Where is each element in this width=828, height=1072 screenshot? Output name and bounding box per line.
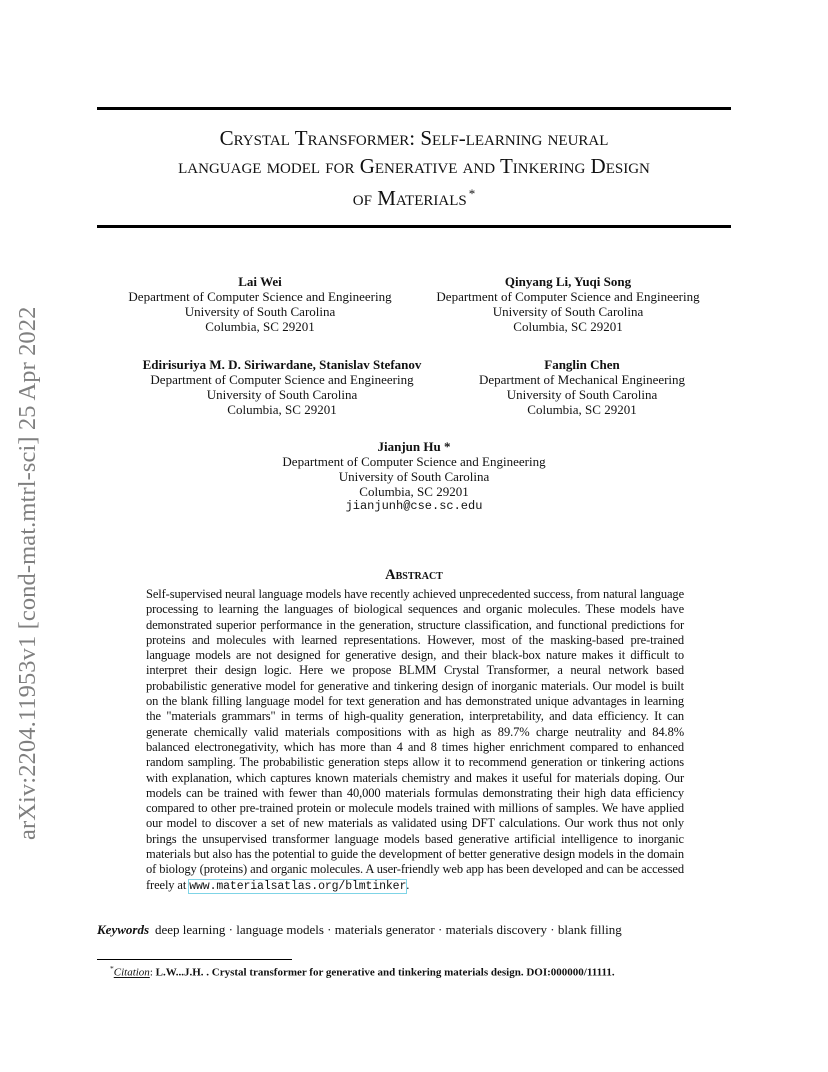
title-line-1: Crystal Transformer: Self-learning neural — [219, 126, 609, 150]
author-city: Columbia, SC 29201 — [227, 402, 337, 417]
author-block-2 — [405, 274, 731, 334]
author-dept: Department of Computer Science and Engineering — [436, 289, 700, 304]
author-dept: Department of Mechanical Engineering — [478, 372, 686, 387]
author-city: Columbia, SC 29201 — [359, 484, 469, 499]
citation-footnote — [110, 964, 615, 979]
author-univ: University of South Carolina — [338, 469, 490, 484]
title-line-3-wrap — [97, 180, 731, 212]
keywords-label: Keywords — [97, 922, 149, 937]
author-name: Fanglin Chen — [544, 357, 620, 372]
author-univ: University of South Carolina — [184, 304, 336, 319]
author-name: Jianjun Hu * — [377, 439, 451, 454]
author-city: Columbia, SC 29201 — [527, 402, 637, 417]
author-univ: University of South Carolina — [206, 387, 358, 402]
author-name: Lai Wei — [238, 274, 282, 289]
citation-text: L.W...J.H. . Crystal transformer for generative and tinkering materials design. DOI:000000/11111. — [155, 966, 615, 979]
abstract-text: Self-supervised neural language models have recently achieved unprecedented success, from natural language processing to learning the languages of biological sequences and organic molecules. These models have demonstrated superior performance in the generation, structure classification, and functional predictions for proteins and molecules with learned representations. However, most of the masking-based pre-trained language models are not designed for generative design, and their black-box nature makes it difficult to interpret their design logic. Here we propose BLMM Crystal Transformer, a neural network based probabilistic generative model for generative and tinkering design of inorganic materials. Our model is built on the blank filling language model for text generation and has demonstrated unique advantages in learning the "materials grammars" in terms of high-quality generation, interpretability, and data efficiency. It can generate chemically valid materials compositions with as high as 89.7% charge neutrality and 84.8% balanced electronegativity, which has more than 4 and 8 times higher enrichment compared to enhanced random sampling. The probabilistic generation steps allow it to recommend generation or tinkering actions with explanation, which captures known materials chemistry and makes it useful for materials doping. Our models can be trained with fewer than 40,000 materials formulas demonstrating their high data efficiency compared to other pre-trained protein or molecule models trained with millions of samples. We have applied our model to discover a set of new materials as validated using DFT calculations. Our work thus not only brings the unsupervised transformer language models based generative artificial intelligence to inorganic materials but also has the potential to guide the development of better generative design models in the domain of biology (proteins) and organic molecules. A user-friendly web app has been developed and can be accessed freely at — [146, 587, 684, 892]
author-dept: Department of Computer Science and Engineering — [128, 289, 392, 304]
author-block-3 — [97, 357, 467, 417]
footnote-mark: * — [110, 964, 114, 973]
author-block-1 — [97, 274, 423, 334]
author-univ: University of South Carolina — [492, 304, 644, 319]
title-top-rule — [97, 107, 731, 110]
citation-label[interactable]: Citation — [113, 966, 150, 979]
author-block-5 — [214, 439, 614, 514]
author-name: Edirisuriya M. D. Siriwardane, Stanislav Stefanov — [142, 357, 422, 372]
web-app-link[interactable]: www.materialsatlas.org/blmtinker — [189, 879, 407, 893]
author-city: Columbia, SC 29201 — [205, 319, 315, 334]
author-block-4 — [452, 357, 712, 417]
author-name: Qinyang Li, Yuqi Song — [504, 274, 632, 289]
abstract-body — [146, 587, 684, 894]
keywords-text: deep learning · language models · materials generator · materials discovery · blank filling — [155, 922, 622, 937]
author-email[interactable]: jianjunh@cse.sc.edu — [345, 499, 483, 513]
paper-title — [97, 124, 731, 212]
citation-colon: : — [149, 966, 156, 979]
title-line-2: language model for Generative and Tinkering Design — [178, 154, 650, 178]
author-dept: Department of Computer Science and Engineering — [150, 372, 414, 387]
abstract-heading: Abstract — [385, 567, 443, 583]
arxiv-identifier: arXiv:2204.11953v1 [cond-mat.mtrl-sci] 25 Apr 2022 — [14, 306, 41, 840]
title-bottom-rule — [97, 225, 731, 228]
author-univ: University of South Carolina — [506, 387, 658, 402]
keywords-line — [97, 922, 622, 938]
abstract-link-suffix: . — [406, 877, 410, 892]
title-line-3: of Materials — [352, 186, 467, 210]
title-footnote-mark: * — [468, 186, 476, 201]
footnote-rule — [97, 959, 292, 960]
author-city: Columbia, SC 29201 — [513, 319, 623, 334]
author-dept: Department of Computer Science and Engineering — [282, 454, 546, 469]
